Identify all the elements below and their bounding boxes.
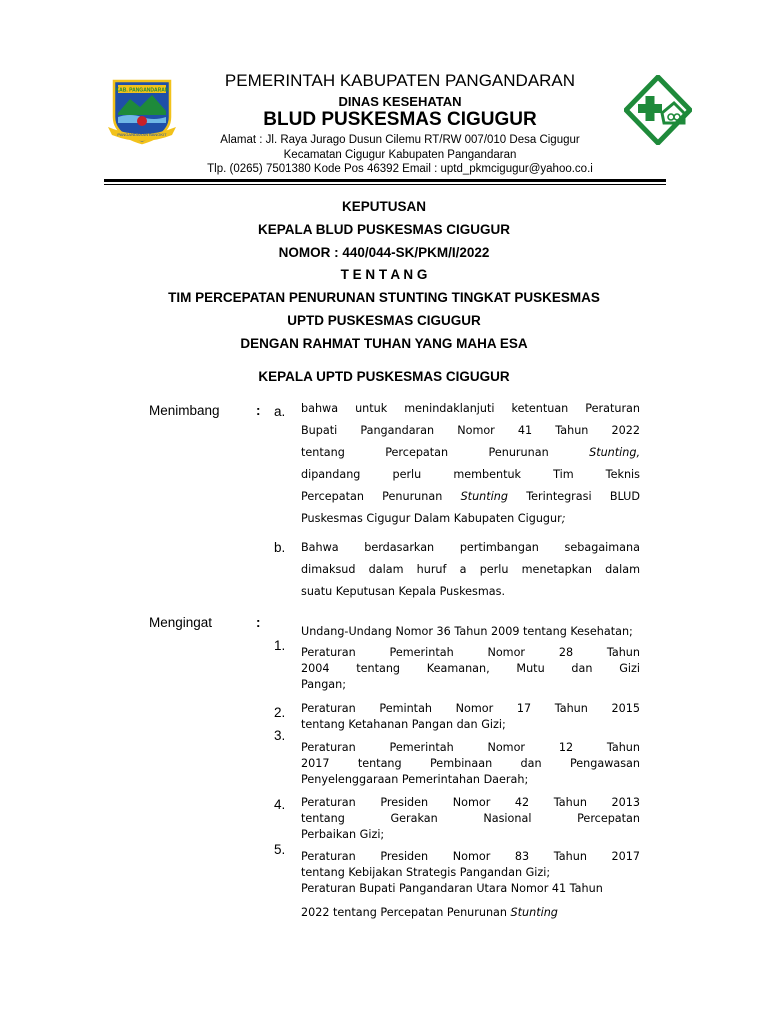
menimbang-colon: :	[256, 403, 261, 418]
institution-name: BLUD PUSKESMAS CIGUGUR	[263, 109, 537, 130]
menimbang-label: Menimbang	[149, 403, 220, 418]
text-line	[301, 486, 640, 508]
text-line: 2017 tentang Pembinaan dan Pengawasan	[301, 757, 640, 770]
text-line: suatu Keputusan Kepala Puskesmas.	[301, 585, 506, 598]
title-kepala: KEPALA BLUD PUSKESMAS CIGUGUR	[257, 222, 510, 237]
mengingat-item-3	[301, 740, 640, 788]
text-line: Peraturan Presiden Nomor 83 Tahun 2017	[301, 850, 640, 863]
mengingat-label: Mengingat	[149, 615, 213, 630]
text-line: Pangan;	[301, 678, 347, 691]
mengingat-item-2	[301, 701, 640, 733]
mengingat-item-5	[301, 849, 640, 881]
title-subject-2: UPTD PUSKESMAS CIGUGUR	[287, 313, 481, 328]
text-line: 2004 tentang Keamanan, Mutu dan Gizi	[301, 662, 640, 675]
text-line	[301, 442, 640, 464]
text-italic: Stunting	[460, 490, 508, 503]
mengingat-colon: :	[256, 615, 261, 630]
mengingat-mark-2: 2.	[274, 705, 286, 720]
text-line: Peraturan Pemerintah Nomor 28 Tahun	[301, 646, 640, 659]
menimbang-item-a	[301, 398, 640, 530]
text-line: bahwa untuk menindaklanjuti ketentuan Peraturan	[301, 402, 640, 415]
address-line-1: Alamat : Jl. Raya Jurago Dusun Cilemu RT/RW 007/010 Desa Cigugur	[220, 134, 580, 146]
mengingat-mark-5: 5.	[274, 842, 286, 857]
text-segment: tentang Percepatan Penurunan	[301, 446, 549, 459]
mengingat-item-1	[301, 645, 640, 693]
menimbang-mark-b: b.	[274, 540, 286, 555]
text-line: Penyelenggaraan Pemerintahan Daerah;	[301, 773, 529, 786]
text-segment: 2022 tentang Percepatan Penurunan	[301, 906, 507, 919]
text-line: Bupati Pangandaran Nomor 41 Tahun 2022	[301, 424, 640, 437]
kabupaten-pangandaran-logo	[106, 77, 178, 145]
letterhead-rule-thin	[104, 184, 666, 185]
text-line: dipandang perlu membentuk Tim Teknis	[301, 468, 640, 481]
mengingat-item-4	[301, 795, 640, 843]
text-line	[301, 508, 640, 530]
government-name: PEMERINTAH KABUPATEN PANGANDARAN	[224, 71, 576, 90]
text-line: tentang Gerakan Nasional Percepatan	[301, 812, 640, 825]
text-line: Peraturan Pemintah Nomor 17 Tahun 2015	[301, 702, 640, 715]
puskesmas-logo	[624, 75, 692, 145]
title-nomor: NOMOR : 440/044-SK/PKM/I/2022	[278, 245, 490, 260]
mengingat-mark-4: 4.	[274, 797, 286, 812]
text-line: Peraturan Pemerintah Nomor 12 Tahun	[301, 741, 640, 754]
mengingat-item-0: Undang-Undang Nomor 36 Tahun 2009 tentang Kesehatan;	[301, 625, 633, 638]
text-italic: Stunting	[510, 906, 558, 919]
svg-text:KAB. PANGANDARAN: KAB. PANGANDARAN	[115, 87, 169, 94]
letterhead-rule-thick	[104, 179, 666, 182]
title-subject-1: TIM PERCEPATAN PENURUNAN STUNTING TINGKAT PUSKESMAS	[168, 290, 600, 305]
mengingat-mark-1: 1.	[274, 638, 286, 653]
address-line-2: Kecamatan Cigugur Kabupaten Pangandaran	[283, 149, 517, 161]
text-line: Perbaikan Gizi;	[301, 828, 385, 841]
department-name: DINAS KESEHATAN	[338, 94, 462, 109]
text-italic: ;	[561, 512, 566, 525]
text-line: Bahwa berdasarkan pertimbangan sebagaimana	[301, 541, 640, 554]
mengingat-item-6-line-1: Peraturan Bupati Pangandaran Utara Nomor 41 Tahun	[301, 882, 603, 895]
text-segment: Terintegrasi BLUD	[526, 490, 640, 503]
title-kepala-uptd: KEPALA UPTD PUSKESMAS CIGUGUR	[258, 369, 510, 384]
menimbang-item-b	[301, 537, 640, 603]
title-rahmat: DENGAN RAHMAT TUHAN YANG MAHA ESA	[240, 336, 528, 351]
text-line: dimaksud dalam huruf a perlu menetapkan dalam	[301, 563, 640, 576]
text-line: tentang Ketahanan Pangan dan Gizi;	[301, 718, 506, 731]
mengingat-mark-3: 3.	[274, 728, 286, 743]
title-tentang: T E N T A N G	[340, 267, 428, 282]
text-italic: Stunting,	[589, 446, 641, 459]
text-line: Peraturan Presiden Nomor 42 Tahun 2013	[301, 796, 640, 809]
title-keputusan: KEPUTUSAN	[341, 199, 426, 214]
svg-text:PANGANDARAN BANGKIT: PANGANDARAN BANGKIT	[117, 132, 167, 137]
contact-line: Tlp. (0265) 7501380 Kode Pos 46392 Email : uptd_pkmcigugur@yahoo.co.i	[207, 163, 593, 175]
text-segment: Percepatan Penurunan	[301, 490, 443, 503]
menimbang-mark-a: a.	[274, 404, 286, 419]
mengingat-item-6-line-2	[301, 905, 721, 921]
text-segment: Puskesmas Cigugur Dalam Kabupaten Cigugur	[301, 512, 562, 525]
text-line: tentang Kebijakan Strategis Pangandan Gizi;	[301, 866, 551, 879]
